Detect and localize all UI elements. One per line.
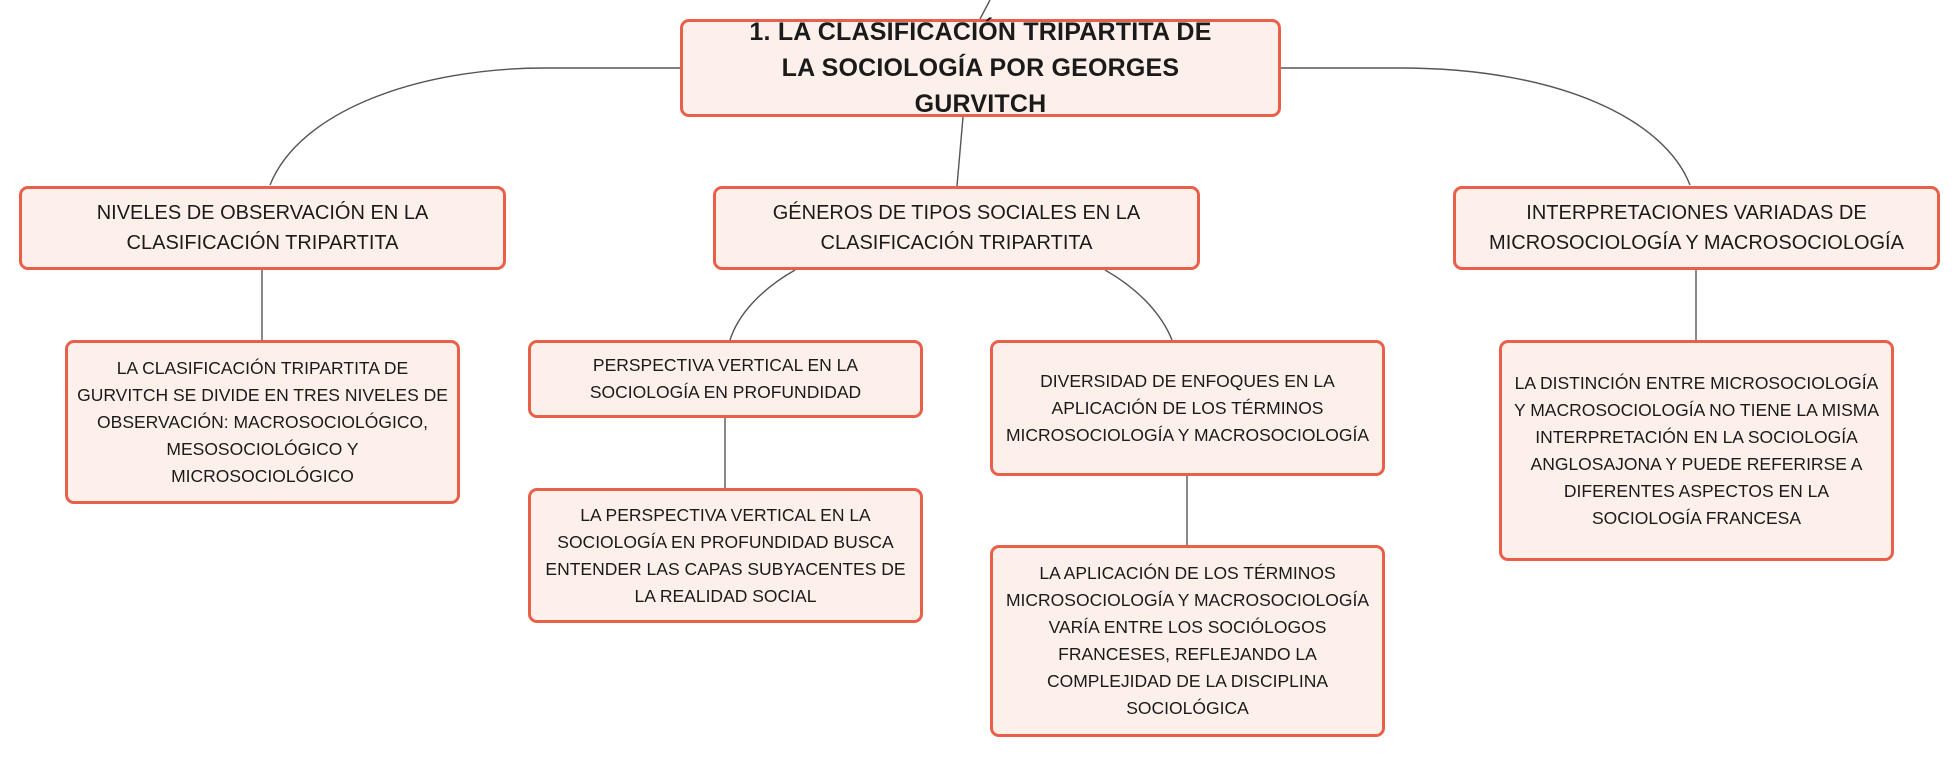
connector-generos-diversidad <box>1105 270 1172 340</box>
connector-root-interpretaciones <box>1280 68 1690 185</box>
topic-generos-tipos-sociales[interactable] <box>713 186 1200 270</box>
topic-interpretaciones-variadas-label: INTERPRETACIONES VARIADAS DE MICROSOCIOLOGÍA Y MACROSOCIOLOGÍA <box>1489 202 1904 254</box>
subtopic-perspectiva-detail-label: LA PERSPECTIVA VERTICAL EN LA SOCIOLOGÍA EN PROFUNDIDAD BUSCA ENTENDER LAS CAPAS SUBYACENTES DE LA REALIDAD SOCIAL <box>545 504 906 606</box>
topic-niveles-observacion[interactable] <box>19 186 506 270</box>
subtopic-perspectiva-vertical-label: PERSPECTIVA VERTICAL EN LA SOCIOLOGÍA EN PROFUNDIDAD <box>589 355 862 402</box>
topic-interpretaciones-variadas[interactable] <box>1453 186 1940 270</box>
subtopic-interpretaciones-detail[interactable] <box>1499 340 1894 561</box>
root-topic-label: 1. LA CLASIFICACIÓN TRIPARTITA DE LA SOCIOLOGÍA POR GEORGES GURVITCH <box>749 18 1212 118</box>
connector-root-niveles <box>270 68 680 185</box>
subtopic-diversidad-enfoques[interactable] <box>990 340 1385 476</box>
connector-generos-perspectiva <box>730 270 795 340</box>
subtopic-diversidad-detail-label: LA APLICACIÓN DE LOS TÉRMINOS MICROSOCIOLOGÍA Y MACROSOCIOLOGÍA VARÍA ENTRE LOS SOCIÓLOGOS FRANCESES, REFLEJANDO LA COMPLEJIDAD DE LA DISCIPLINA SOCIOLÓGICA <box>1005 563 1370 718</box>
subtopic-interpretaciones-detail-label: LA DISTINCIÓN ENTRE MICROSOCIOLOGÍA Y MACROSOCIOLOGÍA NO TIENE LA MISMA INTERPRETACIÓN EN LA SOCIOLOGÍA ANGLOSAJONA Y PUEDE REFERIRSE A DIFERENTES ASPECTOS EN LA SOCIOLOGÍA FRANCESA <box>1514 372 1879 528</box>
topic-generos-tipos-sociales-label: GÉNEROS DE TIPOS SOCIALES EN LA CLASIFICACIÓN TRIPARTITA <box>772 202 1141 254</box>
connector-root-generos <box>957 117 963 186</box>
subtopic-perspectiva-detail[interactable] <box>528 488 923 623</box>
topic-niveles-observacion-label: NIVELES DE OBSERVACIÓN EN LA CLASIFICACIÓN TRIPARTITA <box>96 202 429 254</box>
subtopic-niveles-detail[interactable] <box>65 340 460 504</box>
subtopic-diversidad-detail[interactable] <box>990 545 1385 737</box>
subtopic-perspectiva-vertical[interactable] <box>528 340 923 418</box>
subtopic-niveles-detail-label: LA CLASIFICACIÓN TRIPARTITA DE GURVITCH SE DIVIDE EN TRES NIVELES DE OBSERVACIÓN: MACROSOCIOLÓGICO, MESOSOCIOLÓGICO Y MICROSOCIOLÓGICO <box>77 357 448 486</box>
subtopic-diversidad-enfoques-label: DIVERSIDAD DE ENFOQUES EN LA APLICACIÓN DE LOS TÉRMINOS MICROSOCIOLOGÍA Y MACROSOCIOLOGÍA <box>1005 370 1370 445</box>
root-topic[interactable] <box>680 19 1281 117</box>
